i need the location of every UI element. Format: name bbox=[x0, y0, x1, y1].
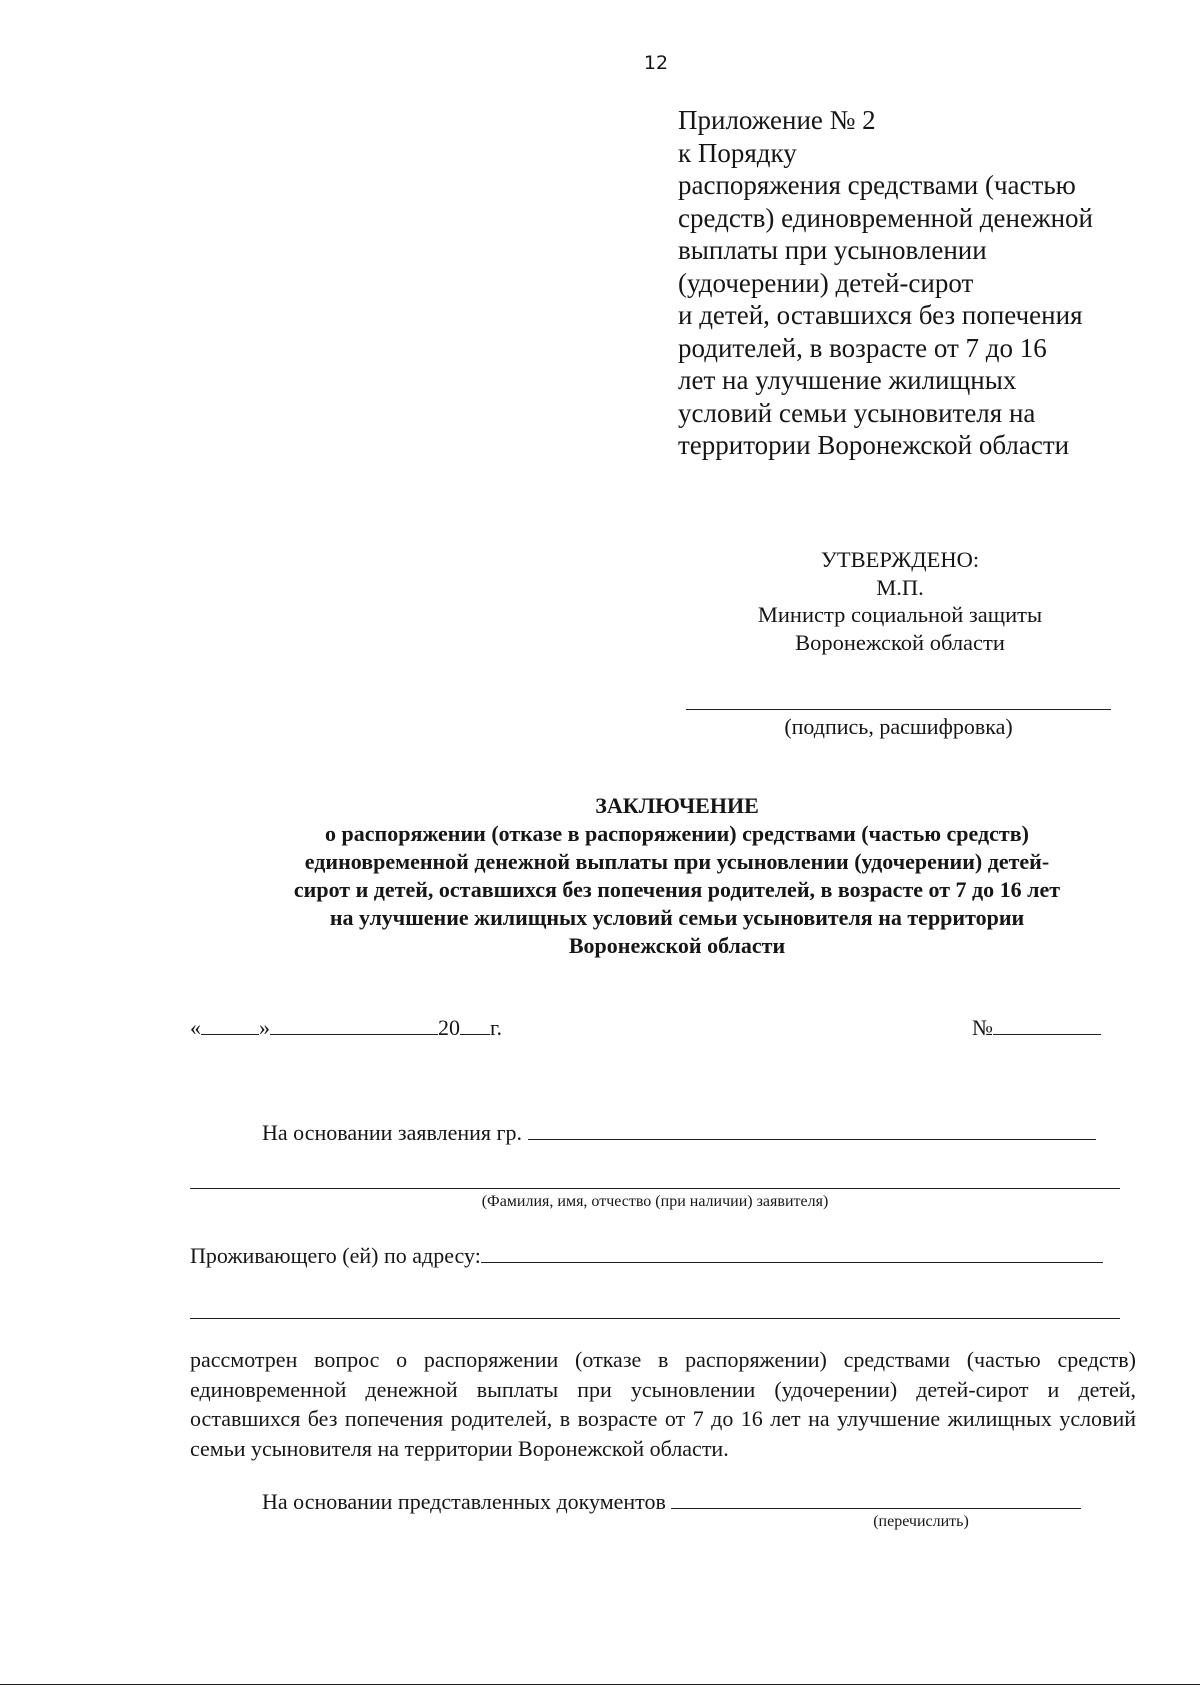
address-field[interactable] bbox=[481, 1240, 1103, 1263]
applicant-name-field[interactable] bbox=[528, 1117, 1096, 1140]
year-prefix: 20 bbox=[438, 1015, 460, 1040]
stamp-place-label: М.П. bbox=[876, 574, 924, 600]
appendix-line: территории Воронежской области bbox=[678, 430, 1070, 460]
documents-caption: (перечислить) bbox=[873, 1513, 969, 1530]
applicant-name-line-2[interactable] bbox=[190, 1188, 1120, 1189]
basis-row bbox=[262, 1117, 1096, 1146]
title-line: Воронежской области bbox=[568, 933, 786, 958]
appendix-line: Приложение № 2 bbox=[678, 105, 876, 135]
number-field[interactable] bbox=[993, 1012, 1101, 1035]
year-suffix: г. bbox=[490, 1015, 503, 1040]
documents-label: На основании представленных документов bbox=[262, 1489, 666, 1514]
body-paragraph: рассмотрен вопрос о распоряжении (отказе в распоряжении) средствами (частью средств) единовременной денежной выплаты при усыновлении (удочерении) детей-сирот и детей, оставшихся без попечения родителей, в возрасте от 7 до 16 лет на улучшение жилищных условий семьи усыновителя на территории Воронежской области. bbox=[190, 1347, 1136, 1461]
number-sign: № bbox=[972, 1015, 993, 1040]
appendix-line: выплаты при усыновлении bbox=[678, 235, 987, 265]
address-label: Проживающего (ей) по адресу: bbox=[190, 1243, 481, 1268]
appendix-line: средств) единовременной денежной bbox=[678, 202, 1093, 233]
approved-label: УТВЕРЖДЕНО: bbox=[820, 547, 980, 572]
signature-line[interactable] bbox=[686, 709, 1111, 710]
month-field[interactable] bbox=[270, 1012, 438, 1035]
appendix-line: (удочерении) детей-сирот bbox=[678, 267, 974, 298]
appendix-line: к Порядку bbox=[678, 137, 797, 168]
open-quote: « bbox=[190, 1015, 201, 1040]
title-line: сирот и детей, оставшихся без попечения родителей, в возрасте от 7 до 16 лет bbox=[293, 877, 1061, 902]
document-title bbox=[172, 792, 1182, 960]
minister-region: Воронежской области bbox=[795, 629, 1005, 655]
title-line: на улучшение жилищных условий семьи усыновителя на территории bbox=[329, 905, 1025, 930]
date-row bbox=[190, 1012, 502, 1041]
title-line: о распоряжении (отказе в распоряжении) средствами (частью средств) bbox=[325, 821, 1029, 846]
applicant-name-caption: (Фамилия, имя, отчество (при наличии) заявителя) bbox=[481, 1193, 829, 1210]
basis-label: На основании заявления гр. bbox=[262, 1120, 523, 1145]
title-heading: ЗАКЛЮЧЕНИЕ bbox=[595, 793, 759, 818]
appendix-line: условий семьи усыновителя на bbox=[678, 397, 1036, 428]
appendix-line: и детей, оставшихся без попечения bbox=[678, 300, 1083, 330]
appendix-line: родителей, в возрасте от 7 до 16 bbox=[678, 332, 1047, 363]
year-field[interactable] bbox=[460, 1012, 490, 1035]
signature-caption: (подпись, расшифровка) bbox=[784, 714, 1013, 739]
documents-field[interactable] bbox=[671, 1486, 1081, 1509]
number-row bbox=[972, 1012, 1101, 1041]
documents-row bbox=[262, 1486, 1081, 1515]
close-quote: » bbox=[259, 1015, 270, 1040]
appendix-line: лет на улучшение жилищных bbox=[678, 365, 1017, 395]
address-line-2[interactable] bbox=[190, 1318, 1120, 1319]
day-field[interactable] bbox=[201, 1012, 259, 1035]
approval-block bbox=[700, 546, 1100, 656]
appendix-header bbox=[678, 104, 1093, 462]
minister-title: Министр социальной защиты bbox=[757, 602, 1043, 627]
page-number: 12 bbox=[643, 52, 669, 74]
title-line: единовременной денежной выплаты при усыновлении (удочерении) детей- bbox=[304, 849, 1050, 874]
address-row bbox=[190, 1240, 1103, 1269]
page-bottom-rule bbox=[0, 1684, 1200, 1685]
appendix-line: распоряжения средствами (частью bbox=[678, 170, 1076, 200]
